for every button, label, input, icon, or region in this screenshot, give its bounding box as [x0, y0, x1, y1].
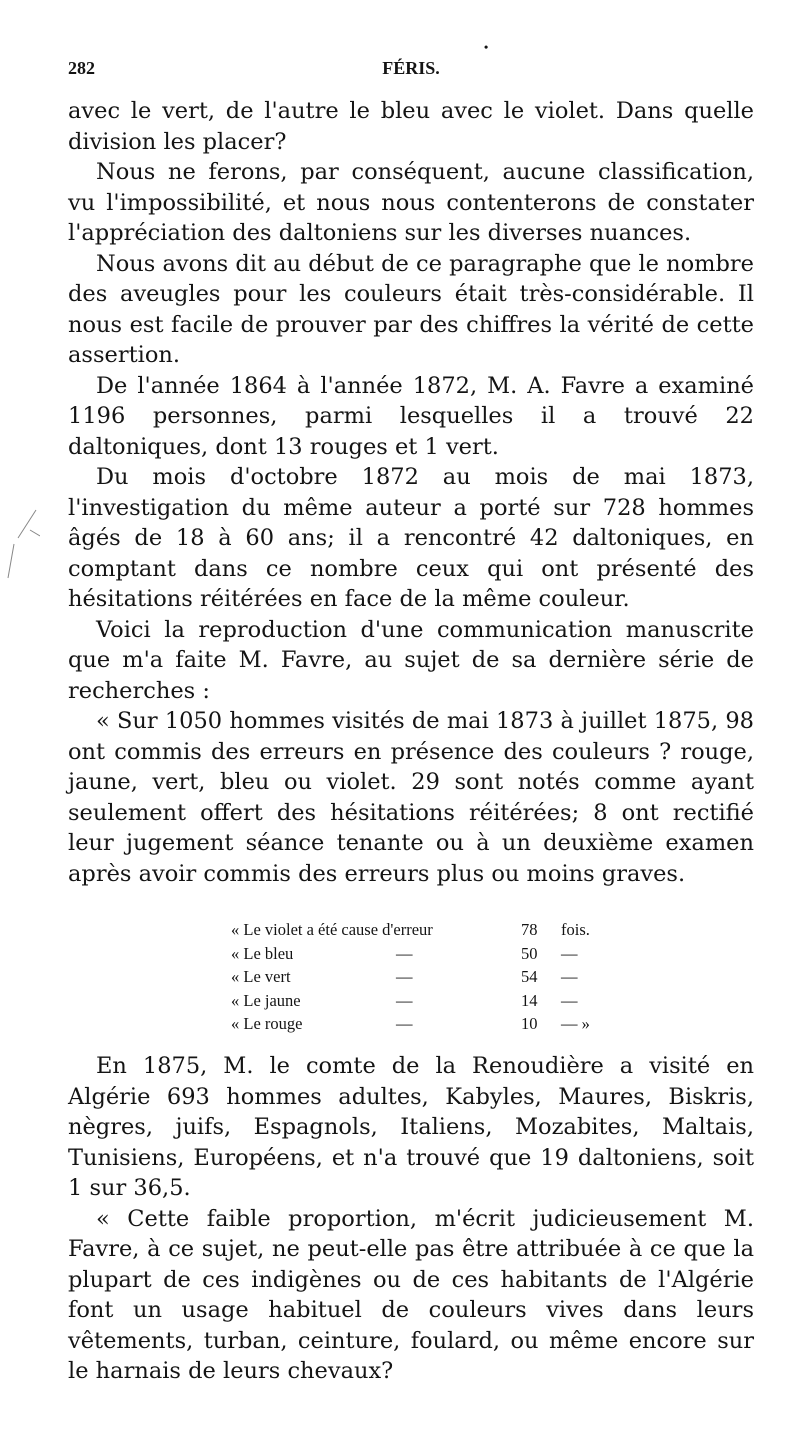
- paragraph: Du mois d'octobre 1872 au mois de mai 1873, l'investigation du même auteur a porté sur 728 hommes âgés de 18 à 60 ans; il a rencontré 42 daltoniques, en comptant dans ce nombre ceux qui ont présenté des hésitations réitérées en face de la même couleur.: [68, 464, 754, 612]
- table-row: [231, 1012, 651, 1036]
- paragraph: De l'année 1864 à l'année 1872, M. A. Favre a examiné 1196 personnes, parmi lesquelles il a trouvé 22 daltoniques, dont 13 rouges et 1 vert.: [68, 372, 754, 460]
- row-count: 10: [521, 1014, 538, 1034]
- row-label: « Le rouge: [231, 1014, 303, 1034]
- margin-pencil-mark: [0, 500, 40, 580]
- row-dash: —: [396, 990, 413, 1010]
- paragraph: « Sur 1050 hommes visités de mai 1873 à juillet 1875, 98 ont commis des erreurs en présence des couleurs ? rouge, jaune, vert, bleu ou violet. 29 sont notés comme ayant seulement offert des hésitations réitérées; 8 ont rectifié leur jugement séance tenante ou à un deuxième examen après avoir commis des erreurs plus ou moins graves.: [68, 708, 754, 887]
- paragraph: En 1875, M. le comte de la Renoudière a visité en Algérie 693 hommes adultes, Kabyles, Maures, Biskris, nègres, juifs, Espagnols, Italiens, Mozabites, Maltais, Tunisiens, Européens, et n'a trouvé que 19 daltoniens, soit 1 sur 36,5.: [68, 1053, 754, 1201]
- row-count: 14: [521, 990, 538, 1010]
- body-text-bottom: [68, 1051, 754, 1387]
- paragraph: Nous avons dit au début de ce paragraphe que le nombre des aveugles pour les couleurs était très-considérable. Il nous est facile de prouver par des chiffres la vérité de cette assertion.: [68, 250, 754, 368]
- row-label: « Le bleu: [231, 943, 294, 963]
- row-unit: fois.: [561, 920, 590, 939]
- table-row: [231, 989, 651, 1013]
- row-unit: —: [561, 943, 578, 963]
- body-text-top: [68, 96, 754, 889]
- row-count: 50: [521, 943, 538, 963]
- row-unit: —: [561, 990, 578, 1010]
- row-dash: —: [396, 943, 413, 963]
- page-header: [68, 40, 754, 86]
- row-unit: —: [561, 967, 578, 987]
- table-row: [231, 965, 651, 989]
- row-dash: —: [396, 967, 413, 987]
- row-dash: —: [396, 1014, 413, 1034]
- table-row: [231, 942, 651, 966]
- row-label: « Le violet a été cause d'erreur: [231, 920, 433, 939]
- error-table: [231, 918, 651, 1036]
- row-label: « Le jaune: [231, 990, 301, 1010]
- row-unit: — »: [561, 1014, 590, 1034]
- paragraph: Nous ne ferons, par conséquent, aucune classification, vu l'impossibilité, et nous nous contenterons de constater l'appréciation des daltoniens sur les diverses nuances.: [68, 159, 754, 246]
- page-number: 282: [68, 58, 95, 78]
- paragraph: « Cette faible proportion, m'écrit judicieusement M. Favre, à ce sujet, ne peut-elle pas être attribuée à ce que la plupart de ces indigènes ou de ces habitants de l'Algérie font un usage habituel de couleurs vives dans leurs vêtements, turban, ceinture, foulard, ou même encore sur le harnais de leurs chevaux?: [68, 1205, 754, 1384]
- row-count: 78: [521, 920, 538, 939]
- table-row: [231, 918, 651, 942]
- running-title: FÉRIS.: [382, 58, 440, 78]
- paragraph: avec le vert, de l'autre le bleu avec le violet. Dans quelle division les placer?: [68, 98, 754, 155]
- paragraph: Voici la reproduction d'une communication manuscrite que m'a faite M. Favre, au sujet de sa dernière série de recherches :: [68, 616, 754, 704]
- row-label: « Le vert: [231, 967, 291, 987]
- ink-dot: •: [484, 40, 489, 54]
- row-count: 54: [521, 967, 538, 987]
